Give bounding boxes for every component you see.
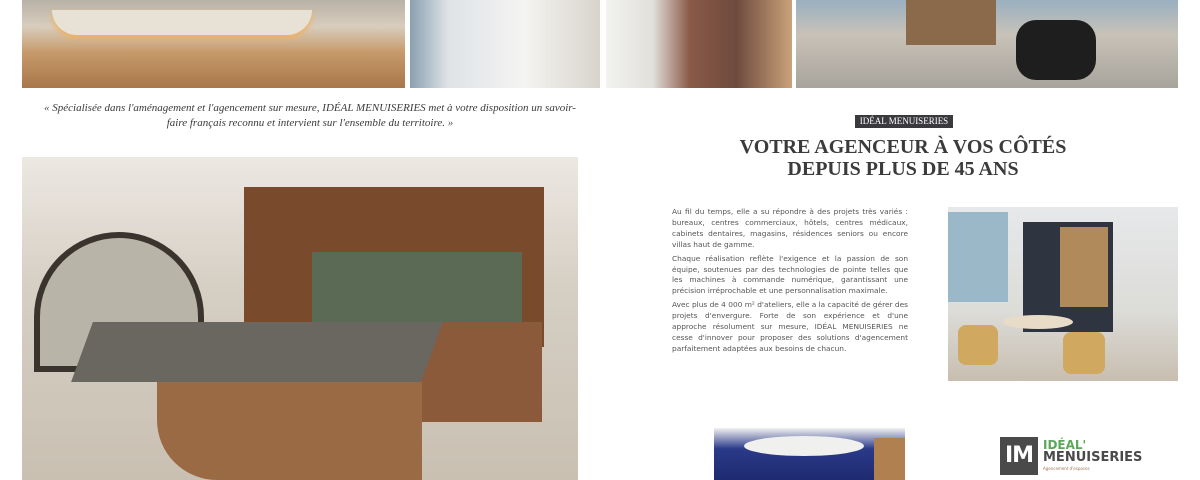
photo-curved-wall-left xyxy=(410,0,600,88)
photo-kitchen xyxy=(22,157,578,480)
page-title xyxy=(700,136,1106,180)
logo-text-line2: MENUISERIES xyxy=(1043,450,1143,465)
brand-badge: IDÉAL MENUISERIES xyxy=(855,115,953,128)
photo-blue-ceiling xyxy=(714,428,905,480)
photo-office-meeting xyxy=(948,207,1178,381)
article-body xyxy=(672,207,908,358)
paragraph: Chaque réalisation reflète l'exigence et la passion de son équipe, soutenues par des technologies de pointe telles que les machines à commande numérique, garantissant une précision irréprochable et une personnalisation maximale. xyxy=(672,253,908,296)
company-logo xyxy=(1000,436,1143,476)
paragraph: Avec plus de 4 000 m² d'ateliers, elle a la capacité de gérer des projets d'envergure. Forte de son expérience et d'une approche résolument sur mesure, IDÉAL MENUISERIES ne cesse d'innover pour proposer des solutions d'agencement parfaitement adaptées aux besoins de chacun. xyxy=(672,300,908,353)
pull-quote: « Spécialisée dans l'aménagement et l'agencement sur mesure, IDÉAL MENUISERIES met à votre disposition un savoir-faire français reconnu et intervient sur l'ensemble du territoire. » xyxy=(44,102,576,129)
photo-lounge-curved-bench xyxy=(22,0,405,88)
title-line-1: VOTRE AGENCEUR À VOS CÔTÉS xyxy=(739,136,1067,158)
paragraph: Au fil du temps, elle a su répondre à des projets très variés : bureaux, centres commerciaux, hôtels, centres médicaux, cabinets dentaires, magasins, résidences seniors ou encore villas haut de gamme. xyxy=(672,207,908,249)
logo-tagline: Agencement d'espaces xyxy=(1043,466,1090,471)
photo-bedroom-view xyxy=(796,0,1178,88)
photo-curved-wall-right xyxy=(606,0,792,88)
logo-mark: IM xyxy=(1000,437,1038,475)
title-line-2: DEPUIS PLUS DE 45 ANS xyxy=(787,158,1019,180)
logo-text-line1: IDÉAL' xyxy=(1043,438,1087,452)
